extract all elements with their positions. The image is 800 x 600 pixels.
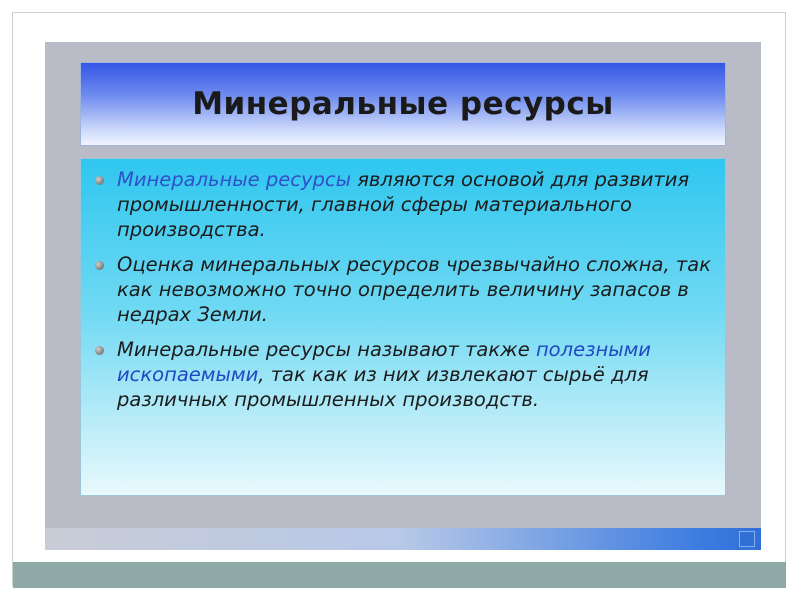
bullet-1-highlight: Минеральные ресурсы xyxy=(117,168,351,191)
bullet-3-before: Минеральные ресурсы называют также xyxy=(117,338,536,361)
bullet-1-text: являются основой для развития промышленности, главной сферы материального производства. xyxy=(117,168,690,241)
slide-title: Минеральные ресурсы xyxy=(192,86,614,122)
bullet-dot-icon xyxy=(95,261,104,270)
slide-title-box xyxy=(80,62,726,146)
bullet-list xyxy=(95,167,713,412)
slide-bottom-bar xyxy=(45,528,761,550)
bullet-3-highlight: полезными ископаемыми xyxy=(117,338,651,386)
bullet-item-1 xyxy=(95,167,713,242)
bullet-dot-icon xyxy=(95,176,104,185)
bullet-2-text: Оценка минеральных ресурсов чрезвычайно сложна, так как невозможно точно определить величину запасов в недрах Земли. xyxy=(117,253,711,326)
bullet-item-2 xyxy=(95,252,713,327)
bullet-dot-icon xyxy=(95,346,104,355)
footer-band xyxy=(13,562,786,588)
slide-corner-square xyxy=(739,531,755,547)
slide-content-box xyxy=(80,158,726,496)
bullet-3-after: , так как из них извлекают сырьё для различных промышленных производств. xyxy=(117,363,649,411)
bullet-item-3 xyxy=(95,337,713,412)
